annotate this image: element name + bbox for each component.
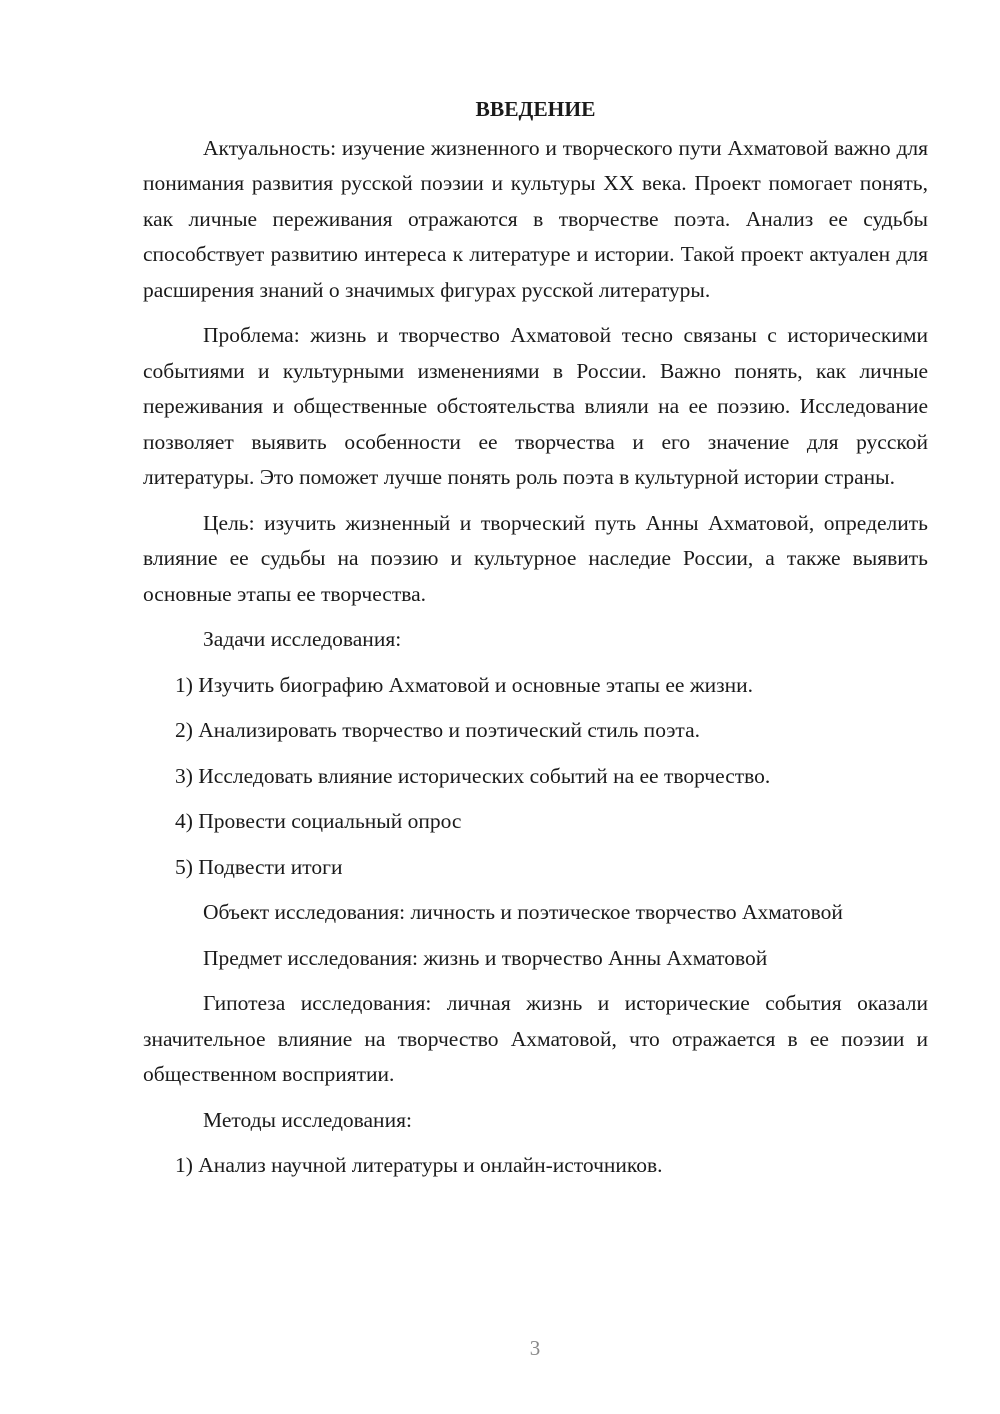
- task-item: 2) Анализировать творчество и поэтический стиль поэта.: [175, 718, 701, 742]
- methods-heading: Методы исследования:: [203, 1107, 412, 1132]
- task-item: 1) Изучить биографию Ахматовой и основные этапы ее жизни.: [175, 672, 754, 697]
- relevance-paragraph: Актуальность: изучение жизненного и творческого пути Ахматовой важно для понимания развития русской поэзии и культуры XX века. Проект помогает понять, как личные переживания отражаются в творчестве поэта. Анализ ее судьбы способствует развитию интереса к литературе и истории. Такой проект актуален для расширения знаний о значимых фигурах русской литературы.: [143, 135, 928, 302]
- method-item: 1) Анализ научной литературы и онлайн-источников.: [175, 1153, 663, 1177]
- task-item: 4) Провести социальный опрос: [175, 809, 462, 833]
- section-title: ВВЕДЕНИЕ: [475, 97, 596, 121]
- problem-paragraph: Проблема: жизнь и творчество Ахматовой тесно связаны с историческими событиями и культурными изменениями в России. Важно понять, как личные переживания и общественные обстоятельства влияли на ее поэзию. Исследование позволяет выявить особенности ее творчества и его значение для русской литературы. Это поможет лучше понять роль поэта в культурной истории страны.: [143, 323, 928, 489]
- goal-paragraph: Цель: изучить жизненный и творческий путь Анны Ахматовой, определить влияние ее судьбы на поэзию и культурное наследие России, а также выявить основные этапы ее творчества.: [143, 510, 928, 606]
- document-page: [143, 92, 928, 1194]
- page-number: 3: [529, 1336, 541, 1360]
- subject-paragraph: Предмет исследования: жизнь и творчество Анны Ахматовой: [203, 945, 768, 970]
- task-item: 3) Исследовать влияние исторических событий на ее творчество.: [175, 763, 771, 788]
- task-item: 5) Подвести итоги: [175, 854, 343, 879]
- hypothesis-paragraph: Гипотеза исследования: личная жизнь и исторические события оказали значительное влияние на творчество Ахматовой, что отражается в ее поэзии и общественном восприятии.: [143, 991, 928, 1086]
- tasks-heading: Задачи исследования:: [203, 627, 402, 651]
- object-paragraph: Объект исследования: личность и поэтическое творчество Ахматовой: [203, 900, 843, 924]
